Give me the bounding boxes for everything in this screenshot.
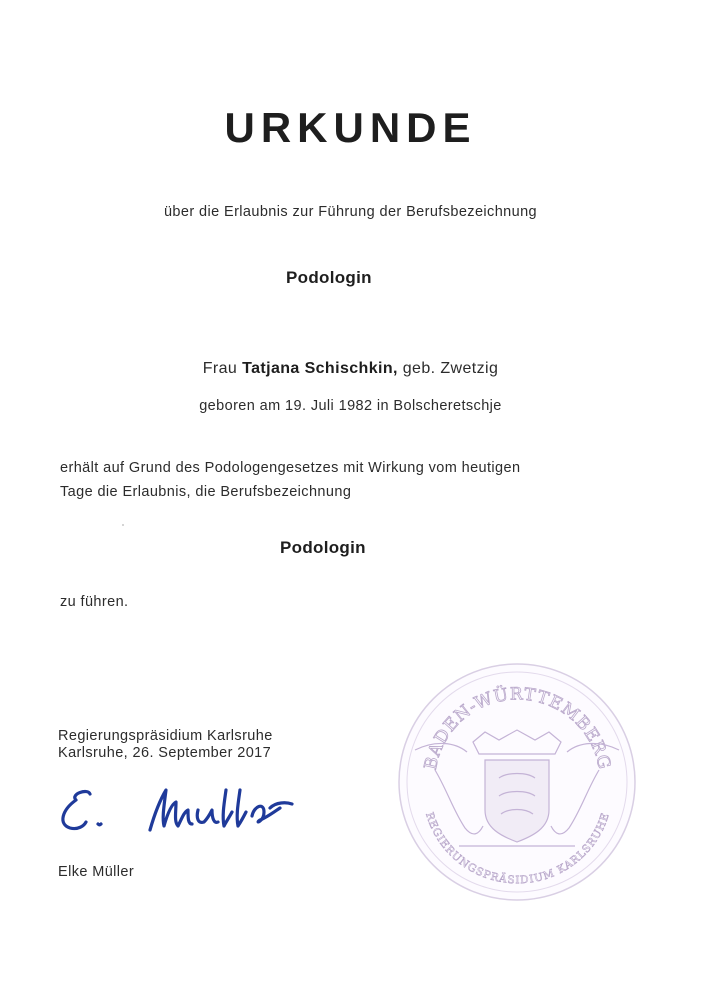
signatory-name: Elke Müller <box>58 864 135 880</box>
closing-text: zu führen. <box>60 594 129 610</box>
person-line <box>0 360 701 378</box>
birth-line: geboren am 19. Juli 1982 in Bolscheretschje <box>199 398 502 414</box>
issuer: Regierungspräsidium Karlsruhe <box>58 728 273 744</box>
document-title: URKUNDE <box>224 104 477 151</box>
person-name: Tatjana Schischkin, <box>242 360 398 377</box>
handwritten-signature <box>54 772 334 842</box>
svg-text:BADEN-WÜRTTEMBERG: BADEN-WÜRTTEMBERG <box>420 684 615 772</box>
body-line-2: Tage die Erlaubnis, die Berufsbezeichnung <box>60 484 352 500</box>
body-line-1: erhält auf Grund des Podologengesetzes mit Wirkung vom heutigen <box>60 460 521 476</box>
svg-text:REGIERUNGSPRÄSIDIUM KARLSRUHE: REGIERUNGSPRÄSIDIUM KARLSRUHE <box>423 810 612 887</box>
profession-heading: Podologin <box>286 268 372 287</box>
profession-repeat: Podologin <box>280 538 366 557</box>
subtitle: über die Erlaubnis zur Führung der Berufsbezeichnung <box>163 204 538 220</box>
person-birth-name: geb. Zwetzig <box>402 360 499 377</box>
speck <box>122 524 124 526</box>
person-prefix: Frau <box>202 360 238 377</box>
place-date: Karlsruhe, 26. September 2017 <box>58 745 272 761</box>
official-seal-emblem <box>395 660 640 905</box>
